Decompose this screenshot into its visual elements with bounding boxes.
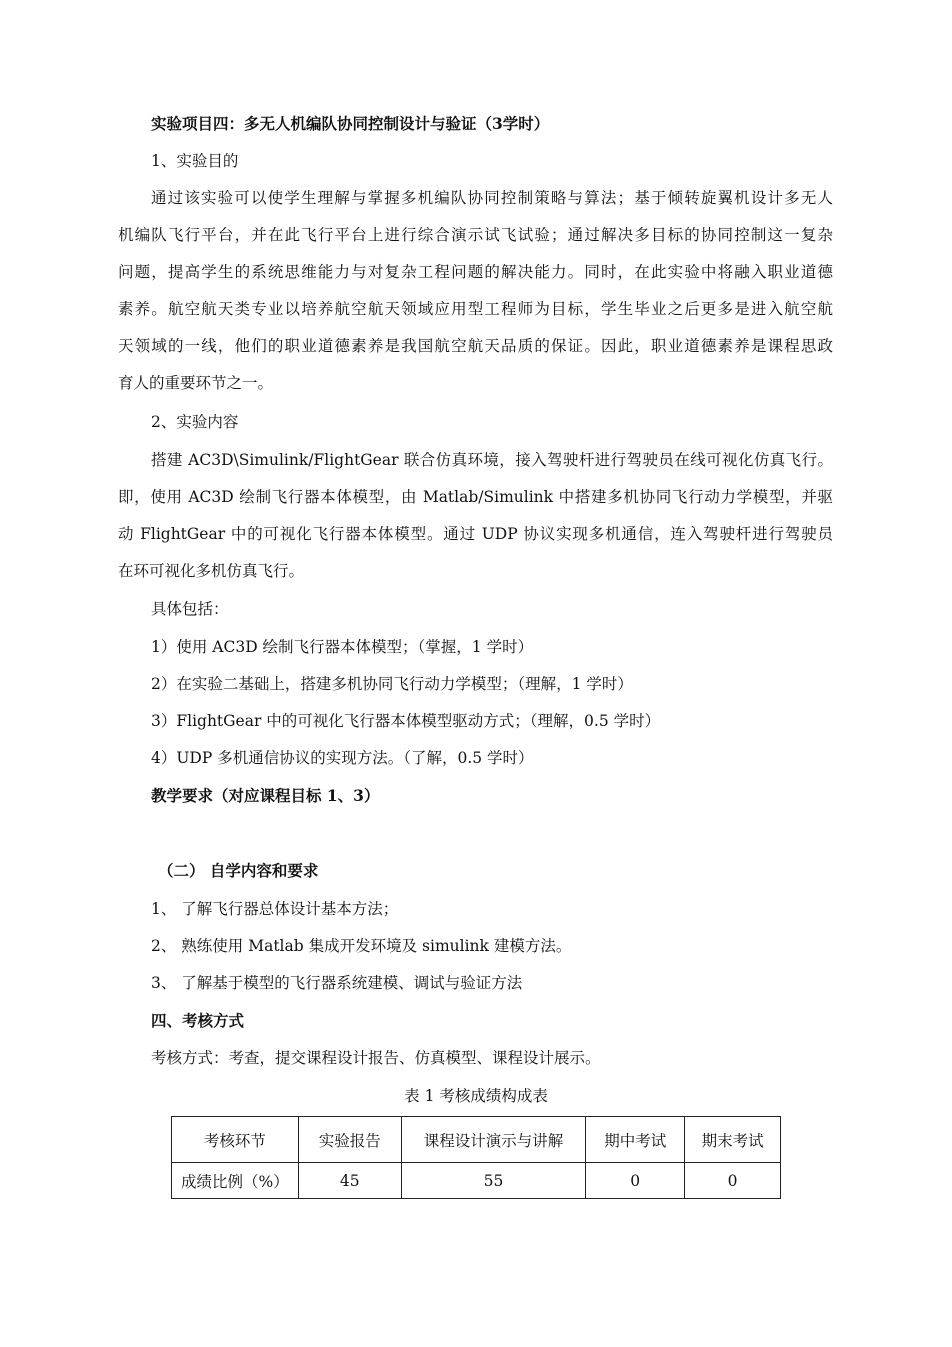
table-cell: 0 <box>586 1163 685 1199</box>
purpose-line-1: 通过该实验可以使学生理解与掌握多机编队协同控制策略与算法；基于倾转旋翼机设计多无人 <box>151 189 833 207</box>
table-header-row <box>172 1117 781 1163</box>
content-item-4: 4）UDP 多机通信协议的实现方法。（了解，0.5 学时） <box>151 749 534 767</box>
self-study-item-3: 3、 了解基于模型的飞行器系统建模、调试与验证方法 <box>151 974 523 992</box>
content-item-3: 3）FlightGear 中的可视化飞行器本体模型驱动方式；（理解，0.5 学时） <box>151 712 661 730</box>
table-cell: 0 <box>685 1163 781 1199</box>
table-header-cell: 考核环节 <box>172 1117 299 1163</box>
table-header-cell: 期中考试 <box>586 1117 685 1163</box>
content-line-2: 即，使用 AC3D 绘制飞行器本体模型，由 Matlab/Simulink 中搭建多机协同飞行动力学模型，并驱 <box>118 488 833 506</box>
table-cell: 成绩比例（%） <box>172 1163 299 1199</box>
table-row <box>172 1163 781 1199</box>
table-header-cell: 课程设计演示与讲解 <box>401 1117 586 1163</box>
purpose-line-5: 天领域的一线，他们的职业道德素养是我国航空航天品质的保证。因此，职业道德素养是课程思政 <box>118 337 833 355</box>
table-cell: 45 <box>298 1163 401 1199</box>
purpose-line-3: 问题，提高学生的系统思维能力与对复杂工程问题的解决能力。同时，在此实验中将融入职业道德 <box>118 263 833 281</box>
content-line-4: 在环可视化多机仿真飞行。 <box>118 562 305 580</box>
table-caption: 表 1 考核成绩构成表 <box>404 1087 548 1105</box>
purpose-line-2: 机编队飞行平台，并在此飞行平台上进行综合演示试飞试验；通过解决多目标的协同控制这一复杂 <box>118 226 833 244</box>
assessment-text: 考核方式：考查，提交课程设计报告、仿真模型、课程设计展示。 <box>151 1049 601 1067</box>
content-item-2: 2）在实验二基础上，搭建多机协同飞行动力学模型；（理解，1 学时） <box>151 675 633 693</box>
assessment-heading: 四、考核方式 <box>151 1011 245 1030</box>
purpose-line-6: 育人的重要环节之一。 <box>118 374 274 392</box>
purpose-heading: 1、实验目的 <box>151 152 239 170</box>
purpose-line-4: 素养。航空航天类专业以培养航空航天领域应用型工程师为目标，学生毕业之后更多是进入航空航 <box>118 300 833 318</box>
table-header-cell: 实验报告 <box>298 1117 401 1163</box>
includes-label: 具体包括： <box>151 600 229 618</box>
section-title: 实验项目四：多无人机编队协同控制设计与验证（3学时） <box>151 114 550 133</box>
self-study-heading: （二） 自学内容和要求 <box>158 861 319 880</box>
content-item-1: 1）使用 AC3D 绘制飞行器本体模型；（掌握，1 学时） <box>151 638 534 656</box>
grades-table <box>171 1116 781 1199</box>
content-line-3: 动 FlightGear 中的可视化飞行器本体模型。通过 UDP 协议实现多机通信，连入驾驶杆进行驾驶员 <box>118 525 833 543</box>
content-line-1: 搭建 AC3D\Simulink/FlightGear 联合仿真环境，接入驾驶杆进行驾驶员在线可视化仿真飞行。 <box>151 451 833 469</box>
content-heading: 2、实验内容 <box>151 413 239 431</box>
table-header-cell: 期末考试 <box>685 1117 781 1163</box>
teaching-requirement: 教学要求（对应课程目标 1、3） <box>151 786 380 805</box>
self-study-item-1: 1、 了解飞行器总体设计基本方法； <box>151 900 399 918</box>
self-study-item-2: 2、 熟练使用 Matlab 集成开发环境及 simulink 建模方法。 <box>151 937 572 955</box>
table-cell: 55 <box>401 1163 586 1199</box>
